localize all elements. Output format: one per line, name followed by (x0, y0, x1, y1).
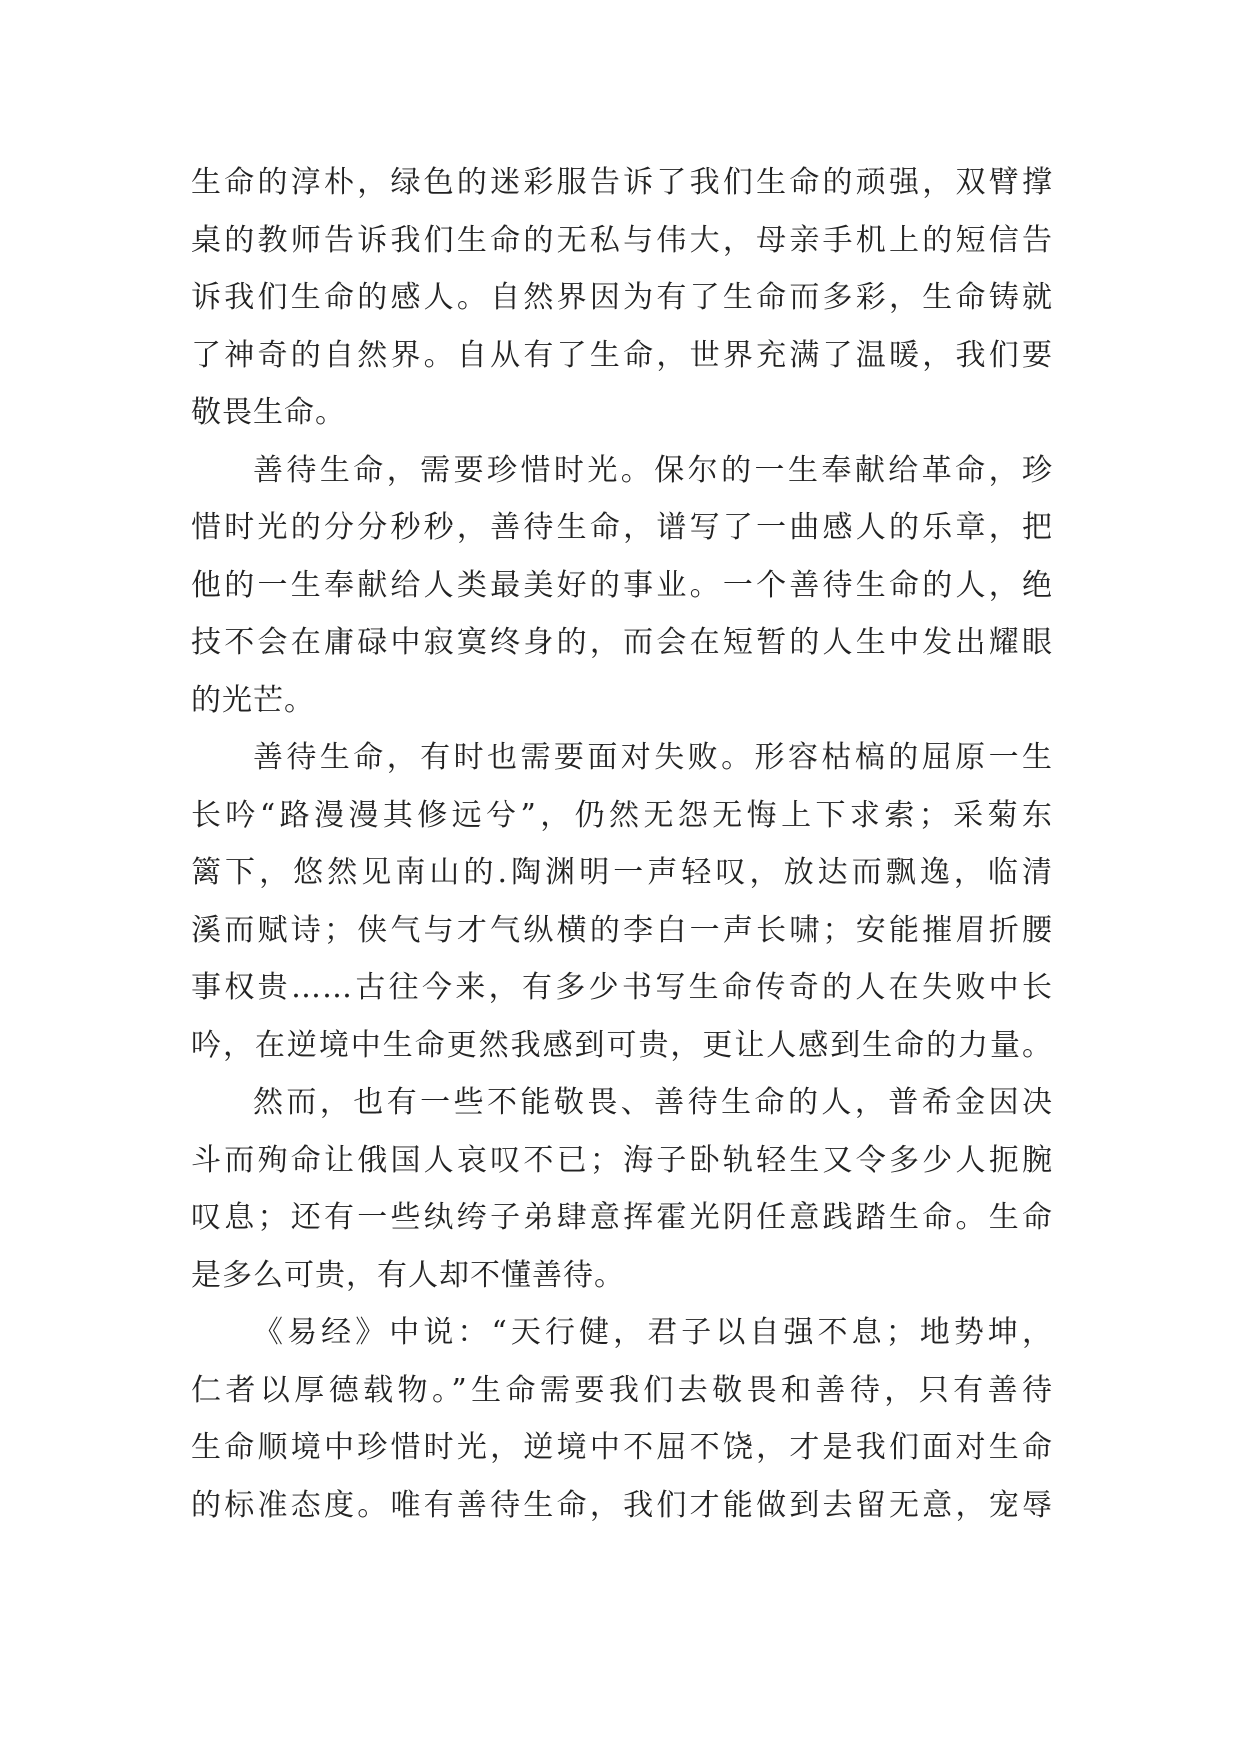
text-line: 生命顺境中珍惜时光，逆境中不屈不饶，才是我们面对生命 (191, 1430, 1053, 1465)
text-line: 是多么可贵，有人却不懂善待。 (191, 1257, 625, 1293)
text-line: 溪而赋诗；侠气与才气纵横的李白一声长啸；安能摧眉折腰 (191, 912, 1053, 948)
paragraph-first-line: 《易经》中说：“天行健，君子以自强不息；地势坤， (253, 1315, 1053, 1350)
paragraph-first-line: 然而，也有一些不能敬畏、善待生命的人，普希金因决 (253, 1085, 1053, 1120)
text-line: 长吟“路漫漫其修远兮”，仍然无怨无悔上下求索；采菊东 (191, 797, 1053, 833)
text-line: 叹息；还有一些纨绔子弟肆意挥霍光阴任意践踏生命。生命 (191, 1200, 1053, 1235)
text-line: 事权贵……古往今来，有多少书写生命传奇的人在失败中长 (191, 970, 1053, 1005)
paragraph-first-line: 善待生命，需要珍惜时光。保尔的一生奉献给革命，珍 (253, 452, 1053, 488)
text-line: 的光芒。 (191, 682, 315, 718)
text-line: 的标准态度。唯有善待生命，我们才能做到去留无意，宠辱 (191, 1487, 1053, 1523)
text-line: 桌的教师告诉我们生命的无私与伟大，母亲手机上的短信告 (191, 222, 1053, 258)
paragraph-first-line: 善待生命，有时也需要面对失败。形容枯槁的屈原一生 (253, 740, 1053, 775)
text-line: 篱下，悠然见南山的.陶渊明一声轻叹，放达而飘逸，临清 (191, 855, 1053, 890)
essay-body (191, 154, 1053, 1534)
text-line: 敬畏生命。 (191, 395, 346, 430)
text-line: 斗而殉命让俄国人哀叹不已；海子卧轨轻生又令多少人扼腕 (191, 1142, 1053, 1178)
text-line: 仁者以厚德载物。”生命需要我们去敬畏和善待，只有善待 (191, 1372, 1053, 1408)
text-line: 他的一生奉献给人类最美好的事业。一个善待生命的人，绝 (191, 567, 1053, 603)
text-line: 吟，在逆境中生命更然我感到可贵，更让人感到生命的力量。 (191, 1027, 1053, 1063)
text-line: 诉我们生命的感人。自然界因为有了生命而多彩，生命铸就 (191, 280, 1053, 315)
text-line: 生命的淳朴，绿色的迷彩服告诉了我们生命的顽强，双臂撑 (191, 165, 1053, 200)
text-line: 技不会在庸碌中寂寞终身的，而会在短暂的人生中发出耀眼 (191, 625, 1053, 660)
text-line: 了神奇的自然界。自从有了生命，世界充满了温暖，我们要 (191, 337, 1053, 373)
text-line: 惜时光的分分秒秒，善待生命，谱写了一曲感人的乐章，把 (191, 510, 1053, 545)
